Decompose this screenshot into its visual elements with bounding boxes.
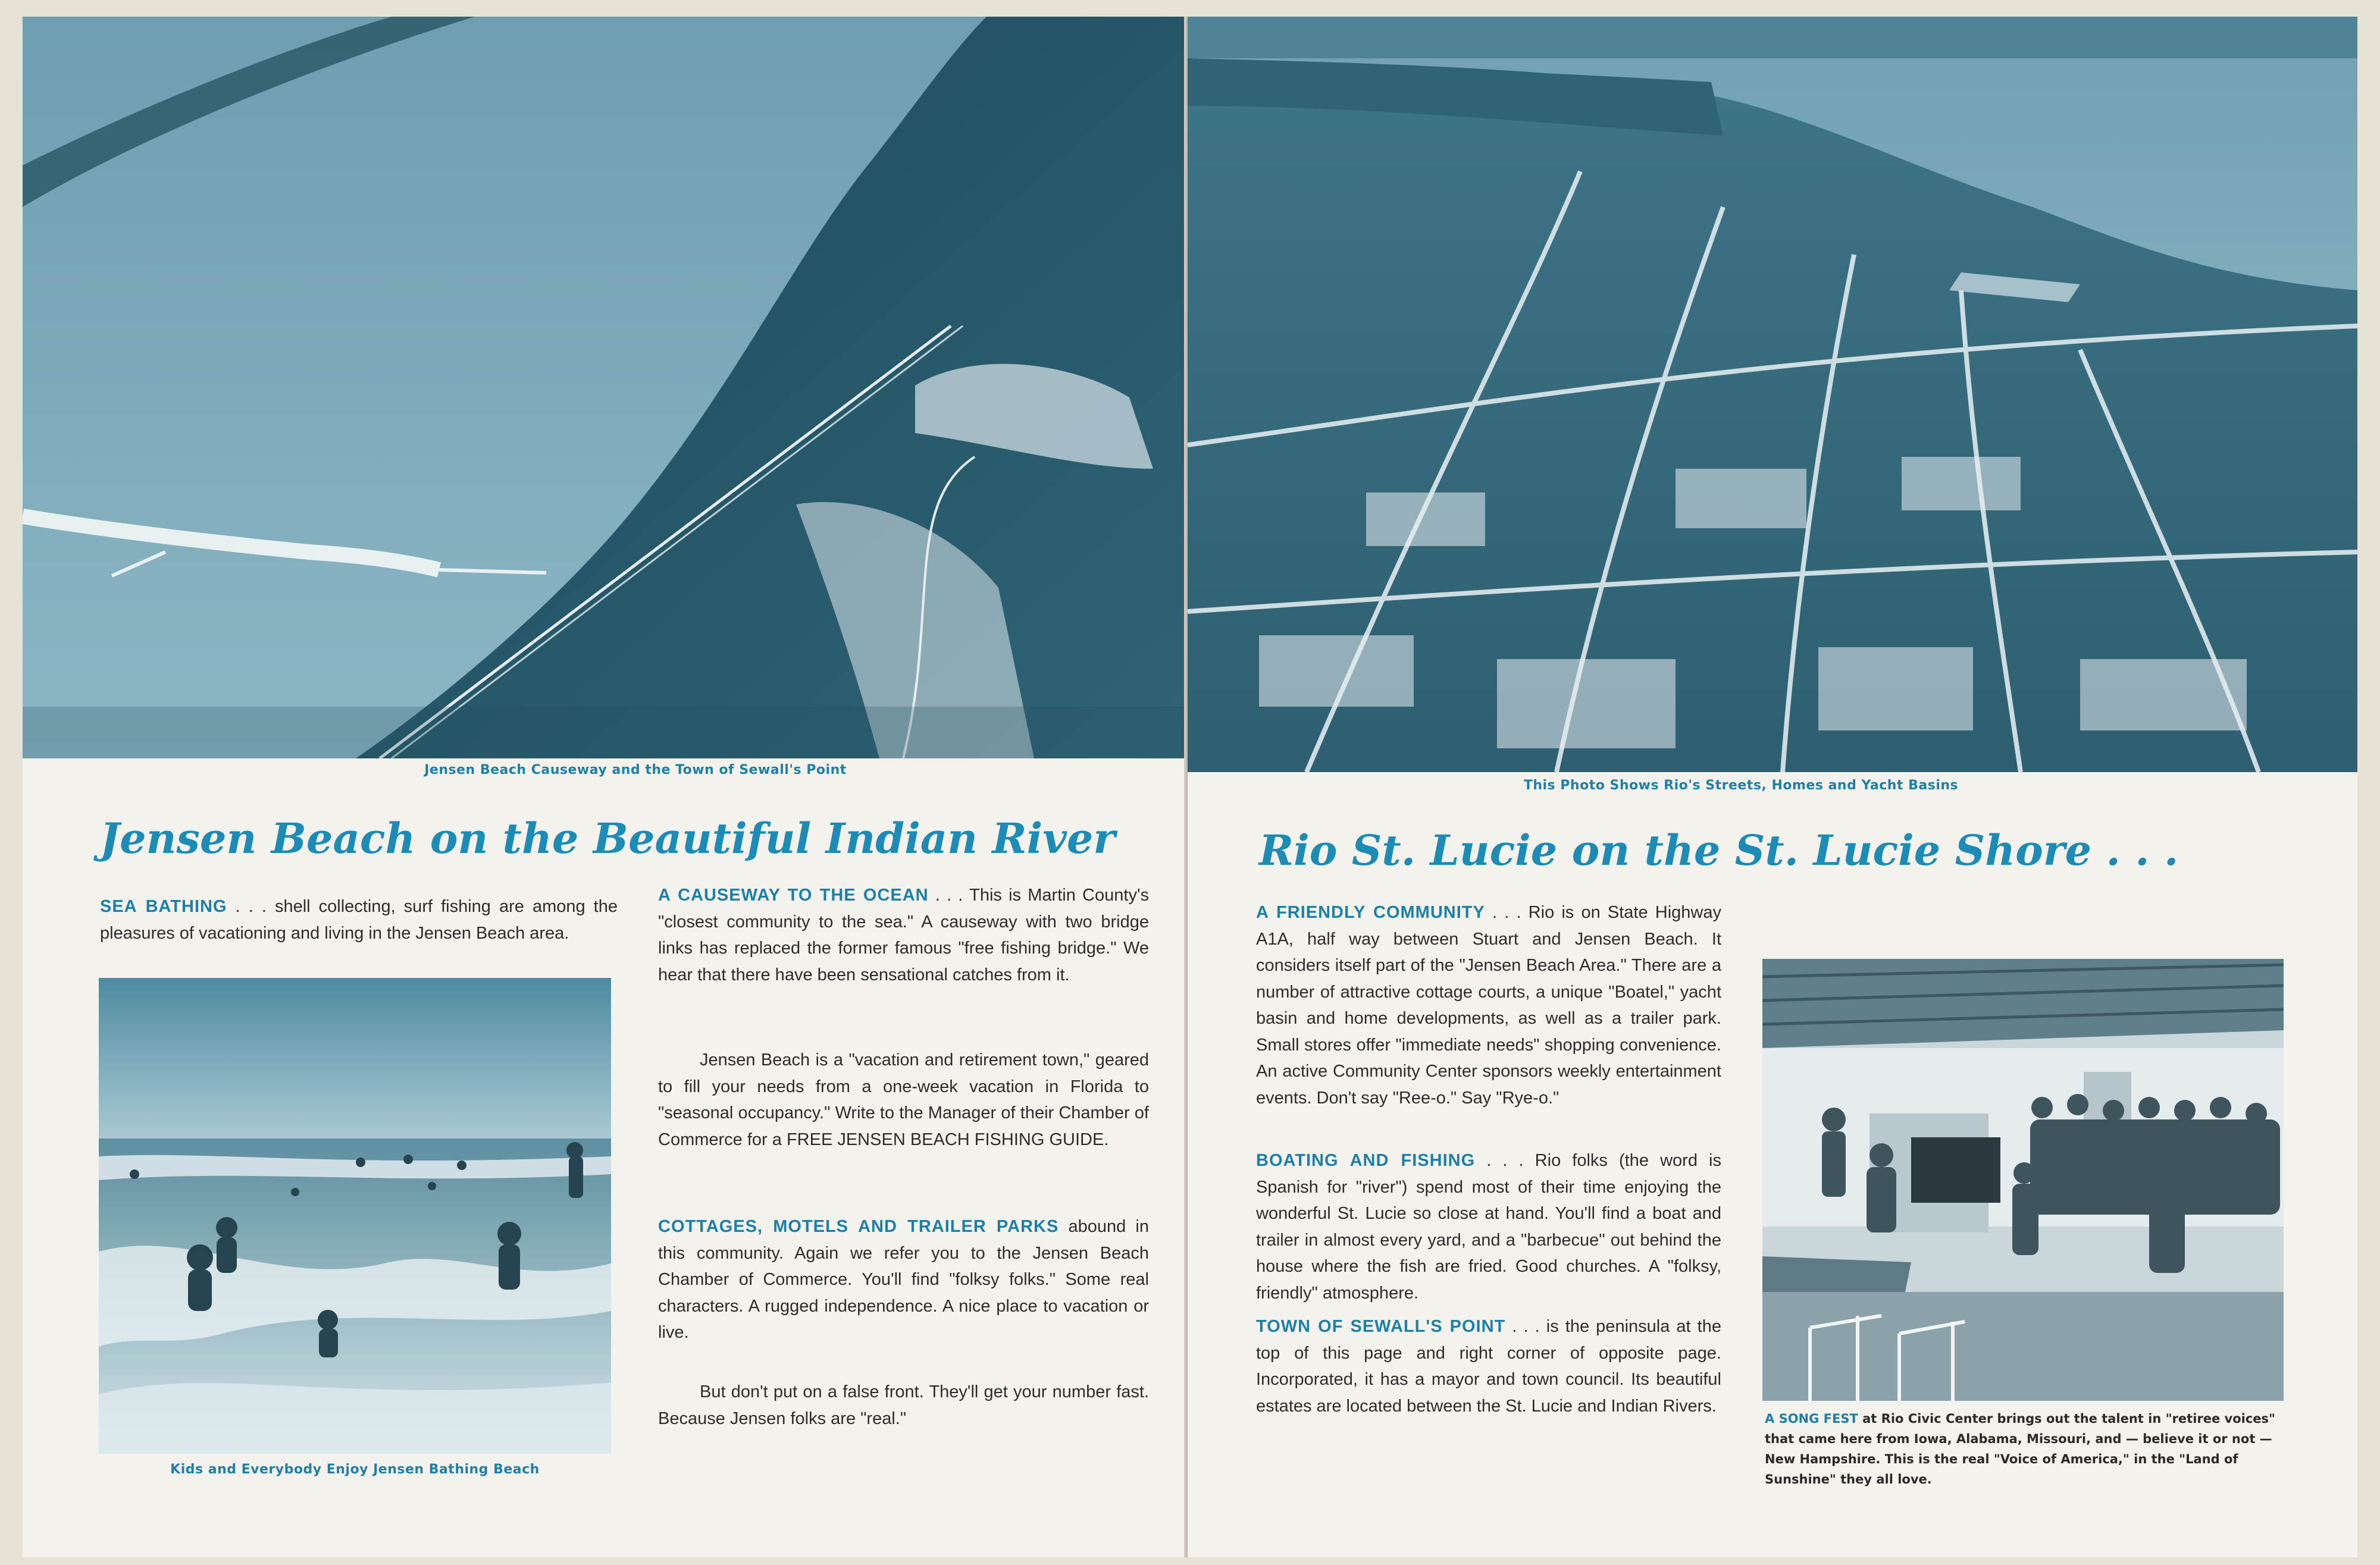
cottages-lead: COTTAGES, MOTELS AND TRAILER PARKS xyxy=(658,1217,1059,1236)
causeway-lead: A CAUSEWAY TO THE OCEAN xyxy=(658,886,929,905)
boating-paragraph xyxy=(1256,1147,1721,1306)
friendly-text: . . . Rio is on State Highway A1A, half way between Stuart and Jensen Beach. It considers itself part of the "Jensen Beach Area." There are a number of attractive cottage courts, a unique "Boatel," yacht basin and home developments, as well as a trailer park. Small stores offer "immediate needs" shopping convenience. An active Community Center sponsors weekly entertainment events. Don't say "Ree-o." Say "Rye-o." xyxy=(1256,903,1722,1108)
friendly-lead: A FRIENDLY COMMUNITY xyxy=(1256,903,1485,922)
left-headline: Jensen Beach on the Beautiful Indian River xyxy=(100,814,1116,863)
boating-lead: BOATING AND FISHING xyxy=(1256,1151,1476,1170)
boating-text: . . . Rio folks (the word is Spanish for "river") spend most of their time enjoying the wonderful St. Lucie so close at hand. You'll find a boat and trailer in almost every yard, and a "barbecue" out behind the house where the fish are fried. Good churches. A "folksy, friendly" atmosphere. xyxy=(1256,1151,1721,1303)
song-fest-caption xyxy=(1765,1409,2282,1489)
left-page xyxy=(23,17,1188,1557)
rio-photo-caption: This Photo Shows Rio's Streets, Homes and Yacht Basins xyxy=(1523,778,1959,793)
causeway-paragraph xyxy=(658,882,1149,988)
sea-bathing-text: . . . shell collecting, surf fishing are among the pleasures of vacationing and living in the Jensen Beach area. xyxy=(100,897,618,943)
rio-aerial-photo xyxy=(1188,17,2357,772)
song-fest-lead: A SONG FEST xyxy=(1765,1412,1858,1426)
sewall-lead: TOWN OF SEWALL'S POINT xyxy=(1256,1317,1506,1336)
right-page xyxy=(1188,17,2357,1557)
sewall-text: . . . is the peninsula at the top of this page and right corner of opposite page. Incorporated, it has a mayor and town council. Its beautiful estates are located between the St. Lucie and Indian Rivers. xyxy=(1256,1317,1721,1416)
false-front-text: But don't put on a false front. They'll get your number fast. Because Jensen folks are "real." xyxy=(658,1382,1149,1428)
sewall-paragraph xyxy=(1256,1313,1721,1419)
vacation-text: Jensen Beach is a "vacation and retirement town," geared to fill your needs from a one-week vacation in Florida to "seasonal occupancy." Write to the Manager of their Chamber of Commerce for a FREE JENSEN BEACH FISHING GUIDE. xyxy=(658,1050,1149,1149)
song-fest-photo xyxy=(1762,959,2284,1401)
cottages-text: abound in this community. Again we refer you to the Jensen Beach Chamber of Commerce. You'll find "folksy folks." Some real characters. A rugged independence. A nice place to vacation or live. xyxy=(658,1217,1149,1342)
causeway-text: . . . This is Martin County's "closest community to the sea." A causeway with two bridge links has replaced the former famous "free fishing bridge." We hear that there have been sensational catches from it. xyxy=(658,886,1149,984)
causeway-photo-caption: Jensen Beach Causeway and the Town of Sewall's Point xyxy=(424,763,847,777)
friendly-paragraph xyxy=(1256,899,1721,1111)
cottages-paragraph xyxy=(658,1213,1149,1346)
false-front-paragraph xyxy=(658,1379,1149,1432)
right-headline: Rio St. Lucie on the St. Lucie Shore . . . xyxy=(1259,826,2179,875)
vacation-paragraph xyxy=(658,1047,1149,1153)
causeway-aerial-photo xyxy=(23,17,1188,758)
sea-bathing-lead: SEA BATHING xyxy=(100,897,227,916)
sea-bathing-paragraph xyxy=(100,893,618,946)
beach-photo xyxy=(99,978,611,1454)
song-fest-text: at Rio Civic Center brings out the talent in "retiree voices" that came here from Iowa, Alabama, Missouri, and — believe it or not — New Hampshire. This is the real "Voice of America," in the "Land of Sunshine" they all love. xyxy=(1765,1412,2275,1486)
beach-photo-caption: Kids and Everybody Enjoy Jensen Bathing Beach xyxy=(170,1462,540,1477)
